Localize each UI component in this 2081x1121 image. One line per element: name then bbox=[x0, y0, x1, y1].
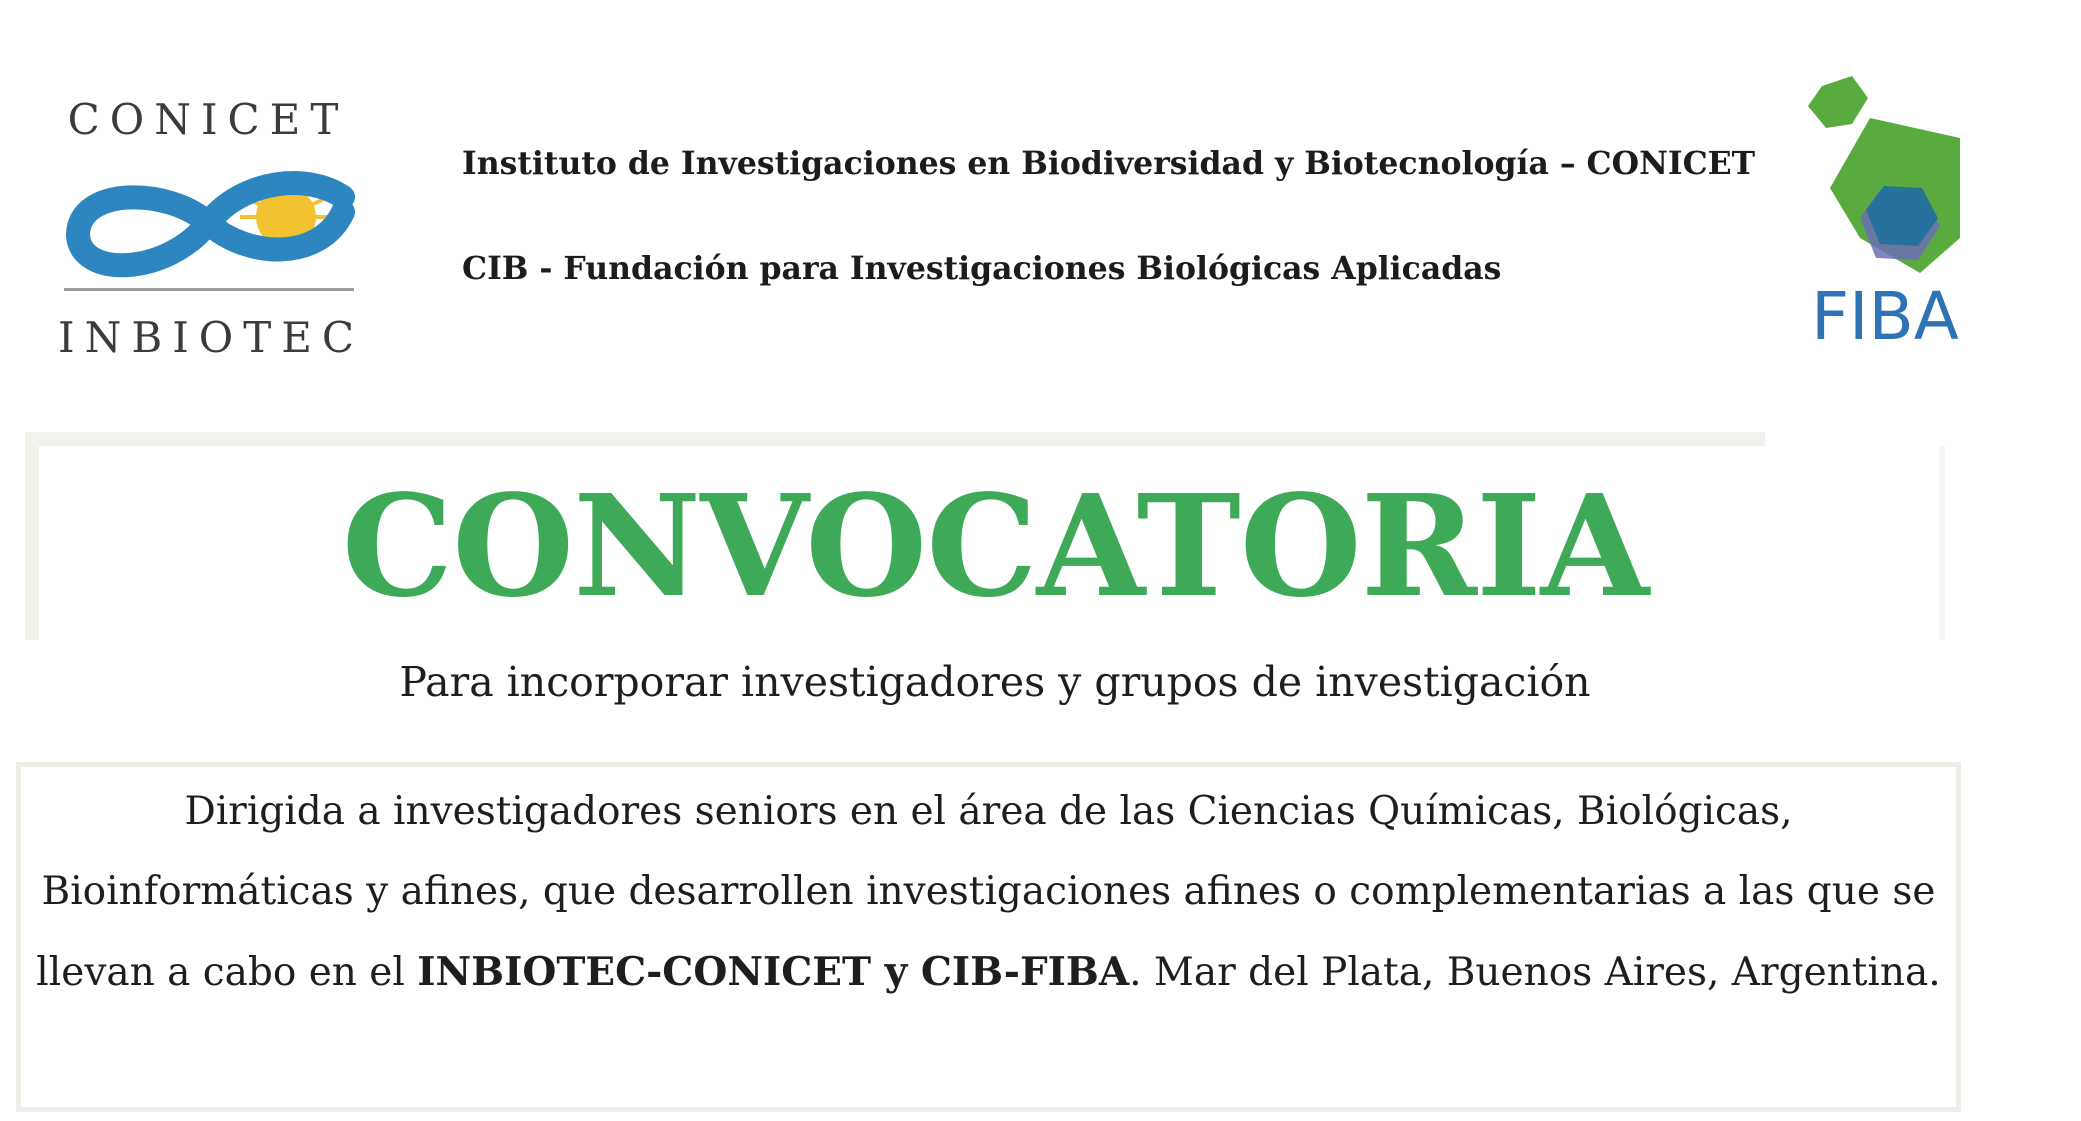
description-part-1: Dirigida a investigadores seniors en el área de las Ciencias Químicas, Biológicas, Bioinformáticas y afines, que desarrollen investigaciones afines o complementarias a las que se llevan a cabo en el bbox=[36, 789, 1936, 995]
foundation-line: CIB - Fundación para Investigaciones Biológicas Aplicadas bbox=[462, 250, 1502, 287]
institute-line: Instituto de Investigaciones en Biodiversidad y Biotecnología – CONICET bbox=[462, 145, 1756, 182]
fiba-hexagons-icon bbox=[1800, 68, 1970, 288]
inbiotec-logo-text: INBIOTEC bbox=[58, 313, 365, 362]
subtitle: Para incorporar investigadores y grupos de investigación bbox=[399, 658, 1591, 706]
page-title: CONVOCATORIA bbox=[341, 465, 1649, 629]
description-part-2: . Mar del Plata, Buenos Aires, Argentina. bbox=[1129, 950, 1941, 995]
conicet-inbiotec-logo bbox=[58, 95, 365, 365]
conicet-infinity-sun-icon bbox=[58, 157, 358, 287]
small-green-hexagon bbox=[1808, 76, 1868, 128]
logo-divider bbox=[64, 288, 354, 291]
description-text bbox=[36, 772, 1941, 1013]
institutions-name: INBIOTEC-CONICET y CIB-FIBA bbox=[417, 949, 1130, 995]
fiba-logo bbox=[1800, 68, 1970, 368]
fiba-logo-text: FIBA bbox=[1811, 278, 1959, 355]
conicet-logo-text: CONICET bbox=[67, 95, 349, 144]
